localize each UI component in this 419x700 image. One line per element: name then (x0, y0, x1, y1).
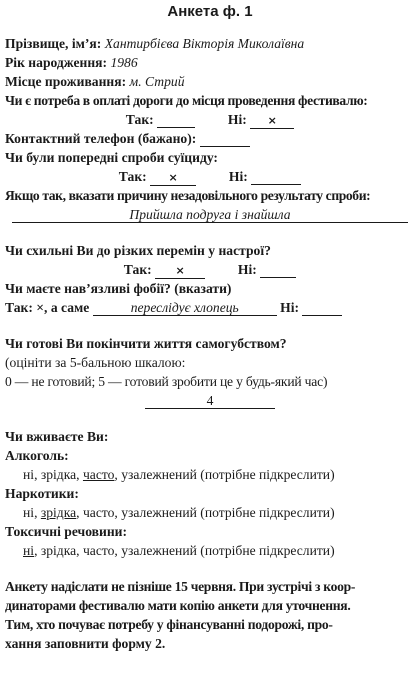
birth-value: 1986 (110, 55, 138, 70)
attempts-no-label: Ні: (228, 169, 248, 184)
readiness-question: Чи готові Ви покінчити життя самогубством? (5, 336, 287, 351)
alcohol-option-rarely: зрідка (40, 467, 77, 482)
birth-label: Рік народження: (5, 55, 108, 70)
residence-value: м. Стрий (129, 74, 185, 89)
drugs-note: (потрібне підкреслити) (200, 505, 335, 520)
alcohol-note: (потрібне підкреслити) (200, 467, 335, 482)
mood-yes-label: Так: (123, 262, 152, 277)
footer-line-4: хання заповнити форму 2. (5, 636, 166, 651)
readiness-hint-1: (оцініти за 5-бальною шкалою: (5, 355, 186, 370)
attempts-question: Чи були попередні спроби суїциду: (5, 150, 218, 165)
drugs-option-addicted: узалежнений (121, 505, 197, 520)
alcohol-option-no: ні (23, 467, 35, 482)
drugs-option-rarely: зрідка (40, 505, 77, 520)
phobias-question: Чи маєте нав’язливі фобії? (вказати) (5, 281, 232, 296)
toxic-option-addicted: узалежнений (121, 543, 197, 558)
alcohol-label: Алкоголь: (5, 448, 69, 463)
travel-answer-row (5, 110, 415, 129)
toxic-option-no: ні (23, 543, 35, 558)
toxic-note: (потрібне підкреслити) (200, 543, 335, 558)
mood-yes-blank (155, 263, 205, 279)
phone-label: Контактний телефон (бажано): (5, 131, 197, 146)
attempts-yes-label: Так: (118, 169, 147, 184)
mood-question: Чи схильні Ви до різких перемін у настрої? (5, 243, 271, 258)
reason-answer-row (5, 205, 415, 224)
readiness-answer-row (5, 391, 415, 410)
form-title: Анкета ф. 1 (167, 3, 253, 20)
residence-row (5, 72, 415, 91)
travel-no-blank (250, 113, 294, 129)
attempts-yes-mark: × (168, 171, 178, 184)
phobias-no-label: Ні: (280, 300, 300, 315)
mood-no-blank (260, 263, 296, 278)
phobias-no-blank (302, 301, 342, 316)
attempts-yes-blank (150, 170, 196, 186)
travel-yes-blank (157, 113, 195, 128)
toxic-options: ні, зрідка, часто, узалежнений (потрібне підкреслити) (23, 543, 335, 558)
substances-question: Чи вживаєте Ви: (5, 429, 109, 444)
readiness-answer: 4 (145, 394, 275, 409)
drugs-option-no: ні (23, 505, 35, 520)
toxic-option-rarely: зрідка (40, 543, 77, 558)
attempts-no-blank (251, 170, 301, 185)
alcohol-options: ні, зрідка, часто, узалежнений (потрібне підкреслити) (23, 467, 335, 482)
mood-no-label: Ні: (237, 262, 257, 277)
phobias-answer: переслідує хлопець (93, 301, 277, 316)
name-value: Хантирбієва Вікторія Миколаївна (104, 36, 305, 51)
alcohol-option-often: часто (82, 467, 115, 482)
toxic-option-often: часто (82, 543, 115, 558)
footer-line-3: Тим, хто почуває потребу у фінансуванні подорожі, про- (5, 617, 333, 632)
toxic-label: Токсичні речовини: (5, 524, 128, 539)
mood-yes-mark: × (175, 264, 185, 277)
drugs-option-often: часто (82, 505, 115, 520)
birth-row (5, 53, 415, 72)
travel-yes-label: Так: (125, 112, 154, 127)
drugs-label: Наркотики: (5, 486, 79, 501)
mood-answer-row (5, 260, 415, 279)
name-row (5, 34, 415, 53)
drugs-options: ні, зрідка, часто, узалежнений (потрібне підкреслити) (23, 505, 335, 520)
travel-no-label: Ні: (227, 112, 247, 127)
travel-question: Чи є потреба в оплаті дороги до місця проведення фестивалю: (5, 93, 368, 108)
reason-question: Якщо так, вказати причину незадовільного результату спроби: (5, 188, 371, 203)
name-label: Прізвище, ім’я: (5, 36, 102, 51)
phone-blank (200, 132, 250, 147)
footer-line-2: динаторами фестивалю мати копію анкети для уточнення. (5, 598, 351, 613)
travel-no-mark: × (267, 114, 277, 127)
reason-answer: Прийшла подруга і знайшла (12, 208, 408, 223)
alcohol-option-addicted: узалежнений (121, 467, 197, 482)
phone-row (5, 129, 415, 148)
footer-line-1: Анкету надіслати не пізніше 15 червня. При зустрічі з коор- (5, 579, 356, 594)
readiness-hint-2: 0 — не готовий; 5 — готовий зробити це у будь-який час) (5, 374, 328, 389)
attempts-answer-row (5, 167, 415, 186)
residence-label: Місце проживання: (5, 74, 127, 89)
phobias-yes-prefix: Так: ×, а саме (5, 300, 90, 315)
phobias-answer-row (5, 298, 415, 317)
